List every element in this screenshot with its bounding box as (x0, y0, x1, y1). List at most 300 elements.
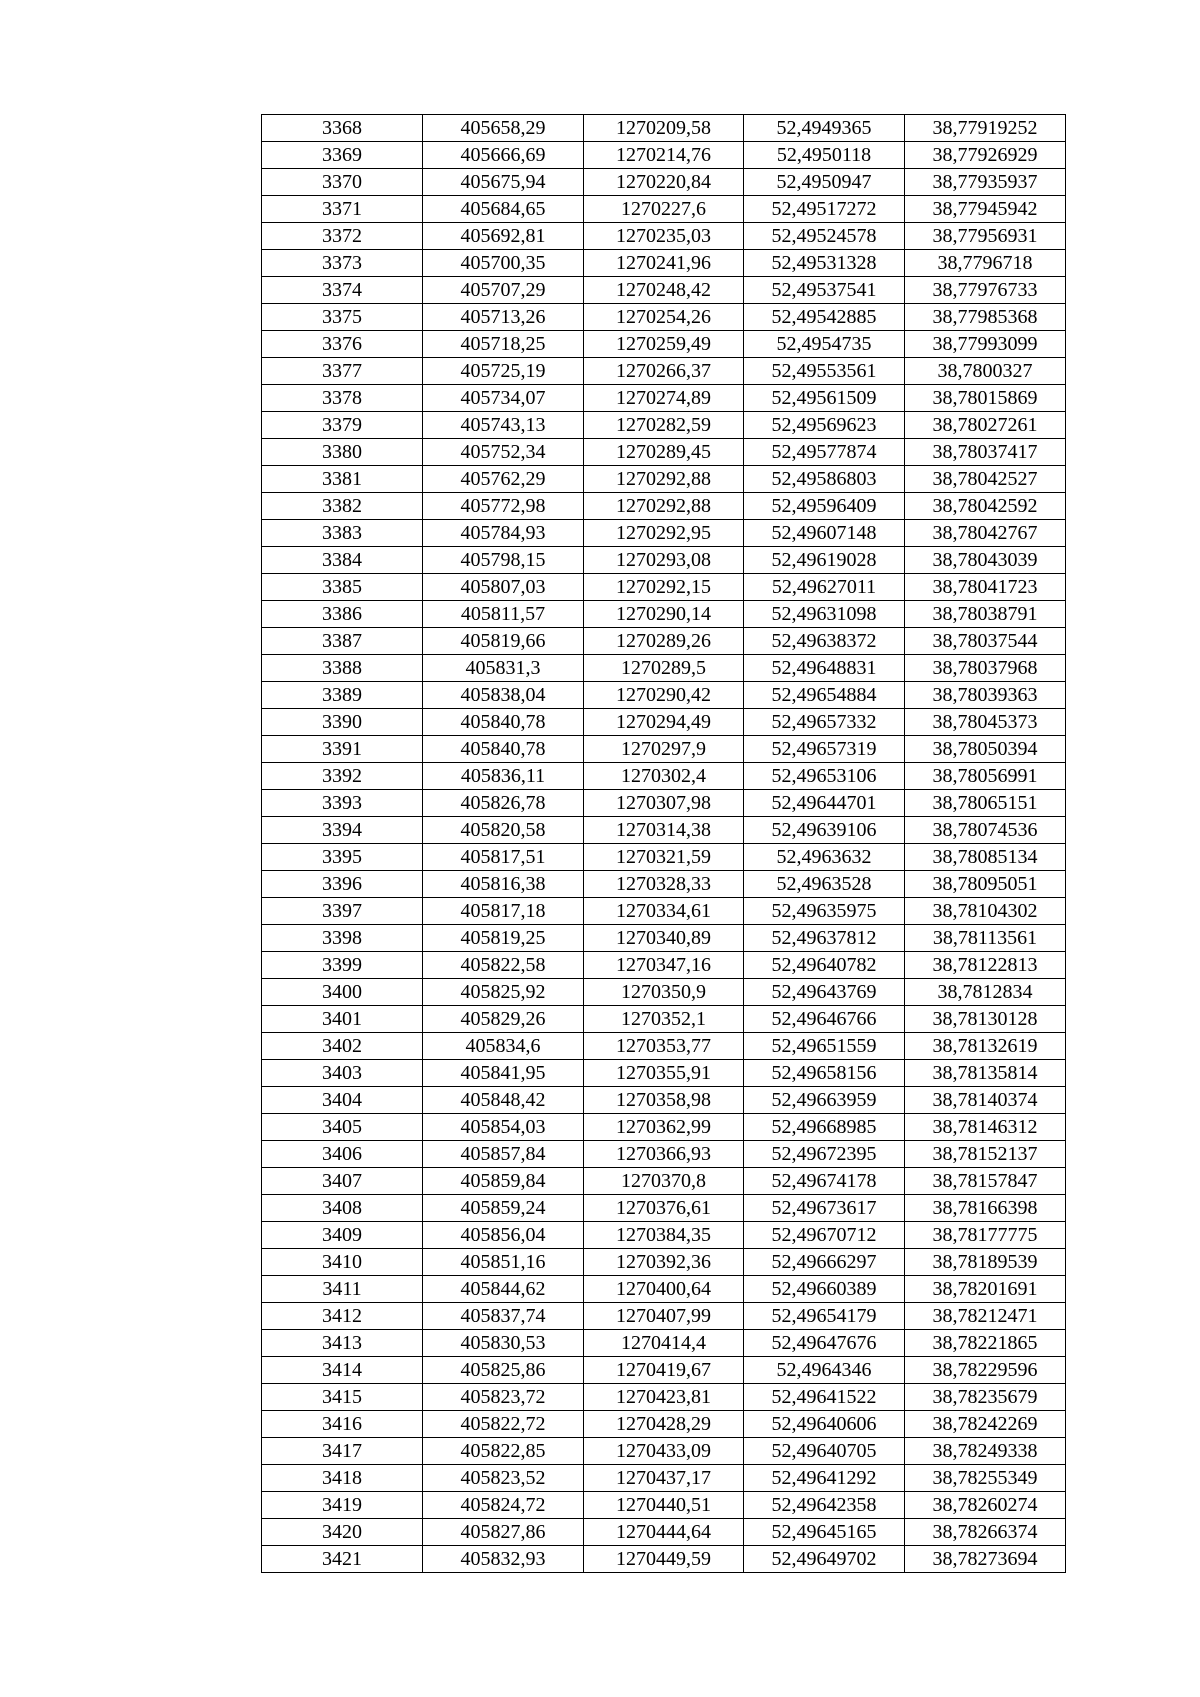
y-coordinate-cell: 1270292,95 (584, 520, 744, 547)
latitude-cell: 52,49607148 (744, 520, 905, 547)
table-row (262, 1303, 1066, 1330)
y-coordinate-cell: 1270353,77 (584, 1033, 744, 1060)
latitude-cell: 52,4950118 (744, 142, 905, 169)
longitude-cell: 38,78104302 (905, 898, 1066, 925)
table-row (262, 1276, 1066, 1303)
table-row (262, 790, 1066, 817)
longitude-cell: 38,78242269 (905, 1411, 1066, 1438)
x-coordinate-cell: 405772,98 (423, 493, 584, 520)
table-row (262, 682, 1066, 709)
longitude-cell: 38,77926929 (905, 142, 1066, 169)
x-coordinate-cell: 405841,95 (423, 1060, 584, 1087)
latitude-cell: 52,49654884 (744, 682, 905, 709)
latitude-cell: 52,49577874 (744, 439, 905, 466)
latitude-cell: 52,49648831 (744, 655, 905, 682)
point-number-cell: 3383 (262, 520, 423, 547)
table-row (262, 1060, 1066, 1087)
y-coordinate-cell: 1270235,03 (584, 223, 744, 250)
latitude-cell: 52,49647676 (744, 1330, 905, 1357)
point-number-cell: 3379 (262, 412, 423, 439)
latitude-cell: 52,49537541 (744, 277, 905, 304)
x-coordinate-cell: 405822,85 (423, 1438, 584, 1465)
y-coordinate-cell: 1270292,15 (584, 574, 744, 601)
table-row (262, 574, 1066, 601)
longitude-cell: 38,77985368 (905, 304, 1066, 331)
latitude-cell: 52,49660389 (744, 1276, 905, 1303)
longitude-cell: 38,77945942 (905, 196, 1066, 223)
y-coordinate-cell: 1270293,08 (584, 547, 744, 574)
point-number-cell: 3385 (262, 574, 423, 601)
longitude-cell: 38,78249338 (905, 1438, 1066, 1465)
latitude-cell: 52,49641522 (744, 1384, 905, 1411)
table-row (262, 1384, 1066, 1411)
x-coordinate-cell: 405752,34 (423, 439, 584, 466)
longitude-cell: 38,78273694 (905, 1546, 1066, 1573)
table-row (262, 439, 1066, 466)
x-coordinate-cell: 405707,29 (423, 277, 584, 304)
table-row (262, 1411, 1066, 1438)
x-coordinate-cell: 405838,04 (423, 682, 584, 709)
x-coordinate-cell: 405819,66 (423, 628, 584, 655)
x-coordinate-cell: 405827,86 (423, 1519, 584, 1546)
y-coordinate-cell: 1270220,84 (584, 169, 744, 196)
longitude-cell: 38,78039363 (905, 682, 1066, 709)
point-number-cell: 3387 (262, 628, 423, 655)
x-coordinate-cell: 405854,03 (423, 1114, 584, 1141)
longitude-cell: 38,78221865 (905, 1330, 1066, 1357)
longitude-cell: 38,77919252 (905, 115, 1066, 142)
point-number-cell: 3412 (262, 1303, 423, 1330)
y-coordinate-cell: 1270227,6 (584, 196, 744, 223)
point-number-cell: 3388 (262, 655, 423, 682)
longitude-cell: 38,78041723 (905, 574, 1066, 601)
latitude-cell: 52,49641292 (744, 1465, 905, 1492)
point-number-cell: 3373 (262, 250, 423, 277)
latitude-cell: 52,49657332 (744, 709, 905, 736)
x-coordinate-cell: 405713,26 (423, 304, 584, 331)
y-coordinate-cell: 1270297,9 (584, 736, 744, 763)
point-number-cell: 3396 (262, 871, 423, 898)
table-row (262, 358, 1066, 385)
table-row (262, 709, 1066, 736)
longitude-cell: 38,78260274 (905, 1492, 1066, 1519)
table-row (262, 520, 1066, 547)
y-coordinate-cell: 1270352,1 (584, 1006, 744, 1033)
point-number-cell: 3407 (262, 1168, 423, 1195)
x-coordinate-cell: 405826,78 (423, 790, 584, 817)
latitude-cell: 52,49627011 (744, 574, 905, 601)
longitude-cell: 38,78042527 (905, 466, 1066, 493)
longitude-cell: 38,78015869 (905, 385, 1066, 412)
latitude-cell: 52,49668985 (744, 1114, 905, 1141)
x-coordinate-cell: 405823,52 (423, 1465, 584, 1492)
y-coordinate-cell: 1270214,76 (584, 142, 744, 169)
longitude-cell: 38,78266374 (905, 1519, 1066, 1546)
x-coordinate-cell: 405817,51 (423, 844, 584, 871)
y-coordinate-cell: 1270314,38 (584, 817, 744, 844)
point-number-cell: 3410 (262, 1249, 423, 1276)
latitude-cell: 52,4964346 (744, 1357, 905, 1384)
latitude-cell: 52,49596409 (744, 493, 905, 520)
y-coordinate-cell: 1270414,4 (584, 1330, 744, 1357)
point-number-cell: 3403 (262, 1060, 423, 1087)
point-number-cell: 3374 (262, 277, 423, 304)
longitude-cell: 38,77993099 (905, 331, 1066, 358)
point-number-cell: 3394 (262, 817, 423, 844)
x-coordinate-cell: 405825,92 (423, 979, 584, 1006)
table-row (262, 1357, 1066, 1384)
point-number-cell: 3398 (262, 925, 423, 952)
point-number-cell: 3375 (262, 304, 423, 331)
point-number-cell: 3420 (262, 1519, 423, 1546)
point-number-cell: 3405 (262, 1114, 423, 1141)
point-number-cell: 3419 (262, 1492, 423, 1519)
point-number-cell: 3399 (262, 952, 423, 979)
table-row (262, 1330, 1066, 1357)
y-coordinate-cell: 1270266,37 (584, 358, 744, 385)
table-row (262, 466, 1066, 493)
y-coordinate-cell: 1270334,61 (584, 898, 744, 925)
point-number-cell: 3402 (262, 1033, 423, 1060)
latitude-cell: 52,49640782 (744, 952, 905, 979)
latitude-cell: 52,4949365 (744, 115, 905, 142)
longitude-cell: 38,78113561 (905, 925, 1066, 952)
point-number-cell: 3376 (262, 331, 423, 358)
latitude-cell: 52,49619028 (744, 547, 905, 574)
point-number-cell: 3380 (262, 439, 423, 466)
longitude-cell: 38,7796718 (905, 250, 1066, 277)
point-number-cell: 3382 (262, 493, 423, 520)
point-number-cell: 3415 (262, 1384, 423, 1411)
table-row (262, 1006, 1066, 1033)
y-coordinate-cell: 1270423,81 (584, 1384, 744, 1411)
y-coordinate-cell: 1270440,51 (584, 1492, 744, 1519)
point-number-cell: 3409 (262, 1222, 423, 1249)
table-row (262, 1492, 1066, 1519)
point-number-cell: 3370 (262, 169, 423, 196)
table-row (262, 1168, 1066, 1195)
x-coordinate-cell: 405666,69 (423, 142, 584, 169)
y-coordinate-cell: 1270274,89 (584, 385, 744, 412)
longitude-cell: 38,78042767 (905, 520, 1066, 547)
table-row (262, 817, 1066, 844)
latitude-cell: 52,4963528 (744, 871, 905, 898)
x-coordinate-cell: 405859,84 (423, 1168, 584, 1195)
x-coordinate-cell: 405725,19 (423, 358, 584, 385)
y-coordinate-cell: 1270370,8 (584, 1168, 744, 1195)
point-number-cell: 3421 (262, 1546, 423, 1573)
y-coordinate-cell: 1270358,98 (584, 1087, 744, 1114)
latitude-cell: 52,49561509 (744, 385, 905, 412)
table-row (262, 1087, 1066, 1114)
longitude-cell: 38,78201691 (905, 1276, 1066, 1303)
x-coordinate-cell: 405840,78 (423, 709, 584, 736)
table-row (262, 385, 1066, 412)
y-coordinate-cell: 1270419,67 (584, 1357, 744, 1384)
table-row (262, 736, 1066, 763)
x-coordinate-cell: 405856,04 (423, 1222, 584, 1249)
table-row (262, 1465, 1066, 1492)
y-coordinate-cell: 1270254,26 (584, 304, 744, 331)
point-number-cell: 3390 (262, 709, 423, 736)
point-number-cell: 3371 (262, 196, 423, 223)
x-coordinate-cell: 405734,07 (423, 385, 584, 412)
x-coordinate-cell: 405831,3 (423, 655, 584, 682)
point-number-cell: 3391 (262, 736, 423, 763)
longitude-cell: 38,78045373 (905, 709, 1066, 736)
x-coordinate-cell: 405851,16 (423, 1249, 584, 1276)
table-row (262, 925, 1066, 952)
latitude-cell: 52,49672395 (744, 1141, 905, 1168)
y-coordinate-cell: 1270428,29 (584, 1411, 744, 1438)
x-coordinate-cell: 405840,78 (423, 736, 584, 763)
latitude-cell: 52,49654179 (744, 1303, 905, 1330)
x-coordinate-cell: 405819,25 (423, 925, 584, 952)
longitude-cell: 38,78027261 (905, 412, 1066, 439)
longitude-cell: 38,78042592 (905, 493, 1066, 520)
longitude-cell: 38,78189539 (905, 1249, 1066, 1276)
latitude-cell: 52,49631098 (744, 601, 905, 628)
latitude-cell: 52,4950947 (744, 169, 905, 196)
table-row (262, 601, 1066, 628)
longitude-cell: 38,78177775 (905, 1222, 1066, 1249)
x-coordinate-cell: 405859,24 (423, 1195, 584, 1222)
table-row (262, 142, 1066, 169)
table-row (262, 871, 1066, 898)
longitude-cell: 38,78135814 (905, 1060, 1066, 1087)
point-number-cell: 3389 (262, 682, 423, 709)
y-coordinate-cell: 1270347,16 (584, 952, 744, 979)
table-row (262, 223, 1066, 250)
y-coordinate-cell: 1270241,96 (584, 250, 744, 277)
longitude-cell: 38,78146312 (905, 1114, 1066, 1141)
latitude-cell: 52,49674178 (744, 1168, 905, 1195)
latitude-cell: 52,49666297 (744, 1249, 905, 1276)
longitude-cell: 38,78037968 (905, 655, 1066, 682)
point-number-cell: 3395 (262, 844, 423, 871)
coordinates-table (261, 114, 1066, 1573)
point-number-cell: 3368 (262, 115, 423, 142)
x-coordinate-cell: 405832,93 (423, 1546, 584, 1573)
y-coordinate-cell: 1270290,14 (584, 601, 744, 628)
y-coordinate-cell: 1270437,17 (584, 1465, 744, 1492)
longitude-cell: 38,78085134 (905, 844, 1066, 871)
x-coordinate-cell: 405807,03 (423, 574, 584, 601)
point-number-cell: 3414 (262, 1357, 423, 1384)
y-coordinate-cell: 1270321,59 (584, 844, 744, 871)
longitude-cell: 38,78152137 (905, 1141, 1066, 1168)
x-coordinate-cell: 405857,84 (423, 1141, 584, 1168)
table-row (262, 331, 1066, 358)
table-row (262, 952, 1066, 979)
longitude-cell: 38,78056991 (905, 763, 1066, 790)
latitude-cell: 52,4954735 (744, 331, 905, 358)
longitude-cell: 38,78095051 (905, 871, 1066, 898)
y-coordinate-cell: 1270384,35 (584, 1222, 744, 1249)
latitude-cell: 52,49635975 (744, 898, 905, 925)
latitude-cell: 52,49637812 (744, 925, 905, 952)
point-number-cell: 3408 (262, 1195, 423, 1222)
y-coordinate-cell: 1270289,5 (584, 655, 744, 682)
longitude-cell: 38,78212471 (905, 1303, 1066, 1330)
x-coordinate-cell: 405848,42 (423, 1087, 584, 1114)
table-row (262, 250, 1066, 277)
y-coordinate-cell: 1270362,99 (584, 1114, 744, 1141)
y-coordinate-cell: 1270392,36 (584, 1249, 744, 1276)
table-row (262, 1249, 1066, 1276)
x-coordinate-cell: 405837,74 (423, 1303, 584, 1330)
y-coordinate-cell: 1270407,99 (584, 1303, 744, 1330)
y-coordinate-cell: 1270294,49 (584, 709, 744, 736)
latitude-cell: 52,49640606 (744, 1411, 905, 1438)
table-row (262, 277, 1066, 304)
point-number-cell: 3372 (262, 223, 423, 250)
x-coordinate-cell: 405658,29 (423, 115, 584, 142)
x-coordinate-cell: 405675,94 (423, 169, 584, 196)
table-row (262, 628, 1066, 655)
table-row (262, 1222, 1066, 1249)
table-row (262, 115, 1066, 142)
point-number-cell: 3413 (262, 1330, 423, 1357)
y-coordinate-cell: 1270248,42 (584, 277, 744, 304)
x-coordinate-cell: 405684,65 (423, 196, 584, 223)
longitude-cell: 38,7812834 (905, 979, 1066, 1006)
x-coordinate-cell: 405822,58 (423, 952, 584, 979)
y-coordinate-cell: 1270259,49 (584, 331, 744, 358)
longitude-cell: 38,78132619 (905, 1033, 1066, 1060)
x-coordinate-cell: 405825,86 (423, 1357, 584, 1384)
longitude-cell: 38,7800327 (905, 358, 1066, 385)
table-row (262, 196, 1066, 223)
longitude-cell: 38,78043039 (905, 547, 1066, 574)
latitude-cell: 52,49531328 (744, 250, 905, 277)
longitude-cell: 38,78166398 (905, 1195, 1066, 1222)
table-row (262, 1438, 1066, 1465)
y-coordinate-cell: 1270433,09 (584, 1438, 744, 1465)
x-coordinate-cell: 405822,72 (423, 1411, 584, 1438)
table-row (262, 1546, 1066, 1573)
x-coordinate-cell: 405820,58 (423, 817, 584, 844)
longitude-cell: 38,78140374 (905, 1087, 1066, 1114)
longitude-cell: 38,78235679 (905, 1384, 1066, 1411)
point-number-cell: 3386 (262, 601, 423, 628)
latitude-cell: 52,49658156 (744, 1060, 905, 1087)
y-coordinate-cell: 1270355,91 (584, 1060, 744, 1087)
longitude-cell: 38,78050394 (905, 736, 1066, 763)
x-coordinate-cell: 405700,35 (423, 250, 584, 277)
latitude-cell: 52,49646766 (744, 1006, 905, 1033)
x-coordinate-cell: 405762,29 (423, 466, 584, 493)
x-coordinate-cell: 405834,6 (423, 1033, 584, 1060)
latitude-cell: 52,49642358 (744, 1492, 905, 1519)
x-coordinate-cell: 405811,57 (423, 601, 584, 628)
latitude-cell: 52,49517272 (744, 196, 905, 223)
x-coordinate-cell: 405784,93 (423, 520, 584, 547)
latitude-cell: 52,49639106 (744, 817, 905, 844)
latitude-cell: 52,49657319 (744, 736, 905, 763)
x-coordinate-cell: 405798,15 (423, 547, 584, 574)
latitude-cell: 52,49569623 (744, 412, 905, 439)
longitude-cell: 38,78065151 (905, 790, 1066, 817)
y-coordinate-cell: 1270292,88 (584, 493, 744, 520)
latitude-cell: 52,4963632 (744, 844, 905, 871)
longitude-cell: 38,78037417 (905, 439, 1066, 466)
x-coordinate-cell: 405718,25 (423, 331, 584, 358)
table-row (262, 169, 1066, 196)
x-coordinate-cell: 405844,62 (423, 1276, 584, 1303)
latitude-cell: 52,49638372 (744, 628, 905, 655)
point-number-cell: 3381 (262, 466, 423, 493)
point-number-cell: 3416 (262, 1411, 423, 1438)
x-coordinate-cell: 405824,72 (423, 1492, 584, 1519)
latitude-cell: 52,49645165 (744, 1519, 905, 1546)
latitude-cell: 52,49640705 (744, 1438, 905, 1465)
latitude-cell: 52,49663959 (744, 1087, 905, 1114)
y-coordinate-cell: 1270449,59 (584, 1546, 744, 1573)
point-number-cell: 3404 (262, 1087, 423, 1114)
x-coordinate-cell: 405743,13 (423, 412, 584, 439)
y-coordinate-cell: 1270292,88 (584, 466, 744, 493)
coordinates-table-body (262, 115, 1066, 1573)
point-number-cell: 3406 (262, 1141, 423, 1168)
y-coordinate-cell: 1270290,42 (584, 682, 744, 709)
longitude-cell: 38,77976733 (905, 277, 1066, 304)
table-row (262, 898, 1066, 925)
y-coordinate-cell: 1270376,61 (584, 1195, 744, 1222)
latitude-cell: 52,49651559 (744, 1033, 905, 1060)
table-row (262, 1519, 1066, 1546)
y-coordinate-cell: 1270282,59 (584, 412, 744, 439)
point-number-cell: 3393 (262, 790, 423, 817)
longitude-cell: 38,78229596 (905, 1357, 1066, 1384)
longitude-cell: 38,78255349 (905, 1465, 1066, 1492)
latitude-cell: 52,49653106 (744, 763, 905, 790)
y-coordinate-cell: 1270328,33 (584, 871, 744, 898)
point-number-cell: 3369 (262, 142, 423, 169)
x-coordinate-cell: 405836,11 (423, 763, 584, 790)
x-coordinate-cell: 405692,81 (423, 223, 584, 250)
latitude-cell: 52,49586803 (744, 466, 905, 493)
longitude-cell: 38,77935937 (905, 169, 1066, 196)
y-coordinate-cell: 1270350,9 (584, 979, 744, 1006)
x-coordinate-cell: 405817,18 (423, 898, 584, 925)
latitude-cell: 52,49670712 (744, 1222, 905, 1249)
y-coordinate-cell: 1270400,64 (584, 1276, 744, 1303)
table-row (262, 1033, 1066, 1060)
point-number-cell: 3384 (262, 547, 423, 574)
latitude-cell: 52,49644701 (744, 790, 905, 817)
longitude-cell: 38,78074536 (905, 817, 1066, 844)
table-row (262, 763, 1066, 790)
y-coordinate-cell: 1270307,98 (584, 790, 744, 817)
longitude-cell: 38,78037544 (905, 628, 1066, 655)
table-row (262, 979, 1066, 1006)
latitude-cell: 52,49524578 (744, 223, 905, 250)
table-row (262, 1141, 1066, 1168)
point-number-cell: 3392 (262, 763, 423, 790)
point-number-cell: 3400 (262, 979, 423, 1006)
longitude-cell: 38,78130128 (905, 1006, 1066, 1033)
point-number-cell: 3401 (262, 1006, 423, 1033)
y-coordinate-cell: 1270289,26 (584, 628, 744, 655)
y-coordinate-cell: 1270302,4 (584, 763, 744, 790)
x-coordinate-cell: 405823,72 (423, 1384, 584, 1411)
latitude-cell: 52,49673617 (744, 1195, 905, 1222)
y-coordinate-cell: 1270209,58 (584, 115, 744, 142)
latitude-cell: 52,49542885 (744, 304, 905, 331)
x-coordinate-cell: 405816,38 (423, 871, 584, 898)
latitude-cell: 52,49643769 (744, 979, 905, 1006)
